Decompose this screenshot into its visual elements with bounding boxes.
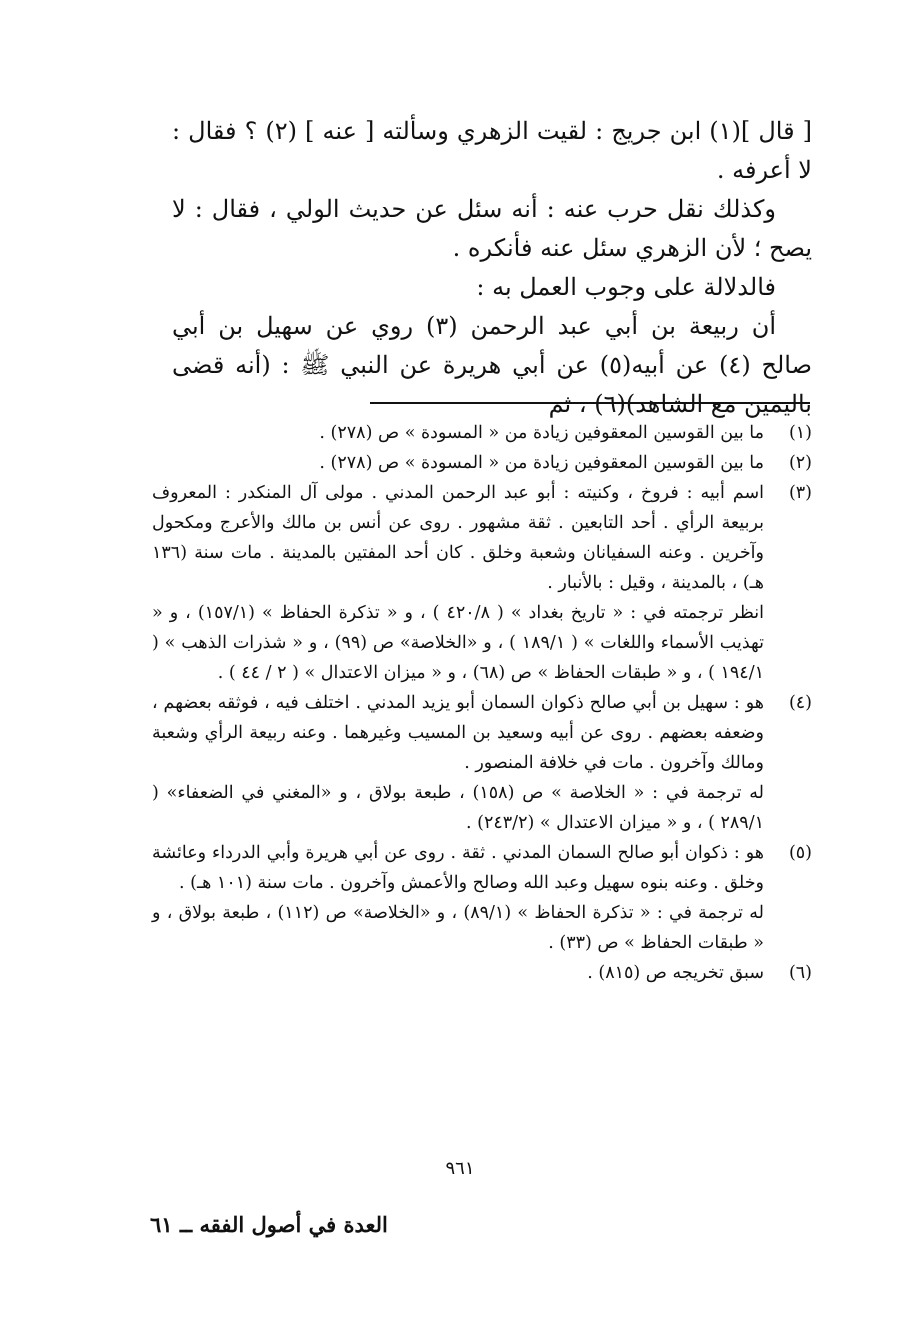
footnote-text: هو : ذكوان أبو صالح السمان المدني . ثقة . روى عن أبي هريرة وأبي الدرداء وعائشة وخلق . وعنه بنوه سهيل وعبد الله وصالح والأعمش وآخرون . مات سنة (١٠١ هـ) . (152, 843, 764, 893)
footnote-text: له ترجمة في : « تذكرة الحفاظ » (٨٩/١) ، و «الخلاصة» ص (١١٢) ، طبعة بولاق ، و « طبقات الحفاظ » ص (٣٣) . (152, 903, 764, 953)
footnote-body (152, 418, 764, 448)
footnote-body (152, 688, 764, 838)
footnote-number: (٤) (788, 693, 812, 713)
footnotes (152, 418, 812, 988)
main-paragraph: وكذلك نقل حرب عنه : أنه سئل عن حديث الولي ، فقال : لا يصح ؛ لأن الزهري سئل عنه فأنكره . (172, 195, 812, 262)
footnote-separator (370, 402, 810, 404)
main-paragraph: أن ربيعة بن أبي عبد الرحمن (٣) روي عن سهيل بن أبي صالح (٤) عن أبيه(٥) عن أبي هريرة عن النبي ﷺ : (أنه قضى باليمين مع الشاهد)(٦) ، ثم (172, 312, 812, 418)
page-number: ٩٦١ (445, 1158, 475, 1179)
footnote-text: ما بين القوسين المعقوفين زيادة من « المسودة » ص (٢٧٨) . (319, 453, 764, 473)
footnote-body (152, 838, 764, 958)
footnote-text: ما بين القوسين المعقوفين زيادة من « المسودة » ص (٢٧٨) . (319, 423, 764, 443)
footnote-number: (٢) (788, 453, 812, 473)
footnote-number: (٣) (788, 483, 812, 503)
footnote-4 (152, 688, 812, 838)
footnote-number: (٦) (788, 963, 812, 983)
footnote-6 (152, 958, 812, 988)
footnote-text: له ترجمة في : « الخلاصة » ص (١٥٨) ، طبعة بولاق ، و «المغني في الضعفاء» ( ٢٨٩/١ ) ، و « ميزان الاعتدال » (٢٤٣/٢) . (152, 783, 764, 833)
footnote-number: (١) (788, 423, 812, 443)
footnote-text: اسم أبيه : فروخ ، وكنيته : أبو عبد الرحمن المدني . مولى آل المنكدر : المعروف بربيعة الرأي . أحد التابعين . ثقة مشهور . روى عن أنس بن مالك والأعرج ومكحول وآخرين . وعنه السفيانان وشعبة وخلق . كان أحد المفتين بالمدينة . مات سنة (١٣٦ هـ) ، بالمدينة ، وقيل : بالأنبار . (152, 483, 764, 593)
footnote-body (152, 958, 764, 988)
footnote-body (152, 448, 764, 478)
footnote-text: سبق تخريجه ص (٨١٥) . (587, 963, 764, 983)
footnote-2 (152, 448, 812, 478)
footnote-5 (152, 838, 812, 958)
footnote-text: انظر ترجمته في : « تاريخ بغداد » ( ٤٢٠/٨ ) ، و « تذكرة الحفاظ » (١٥٧/١) ، و « تهذيب الأسماء واللغات » ( ١٨٩/١ ) ، و «الخلاصة» ص (٩٩) ، و « شذرات الذهب » ( ١٩٤/١ ) ، و « طبقات الحفاظ » ص (٦٨) ، و « ميزان الاعتدال » ( ٢ / ٤٤ ) . (152, 603, 764, 683)
footnote-1 (152, 418, 812, 448)
footnote-3 (152, 478, 812, 688)
footnote-body (152, 478, 764, 688)
running-footer: العدة في أصول الفقه ــ ٦١ (150, 1212, 388, 1237)
footnote-number: (٥) (788, 843, 812, 863)
footnote-text: هو : سهيل بن أبي صالح ذكوان السمان أبو يزيد المدني . اختلف فيه ، فوثقه بعضهم ، وضعفه بعضهم . روى عن أبيه وسعيد بن المسيب وغيرهما . وعنه ربيعة الرأي وشعبة ومالك وآخرون . مات في خلافة المنصور . (152, 693, 764, 773)
main-text (172, 112, 812, 424)
main-paragraph: فالدلالة على وجوب العمل به : (476, 273, 776, 301)
main-paragraph: [ قال ](١) ابن جريج : لقيت الزهري وسألته [ عنه ] (٢) ؟ فقال : لا أعرفه . (172, 117, 812, 184)
